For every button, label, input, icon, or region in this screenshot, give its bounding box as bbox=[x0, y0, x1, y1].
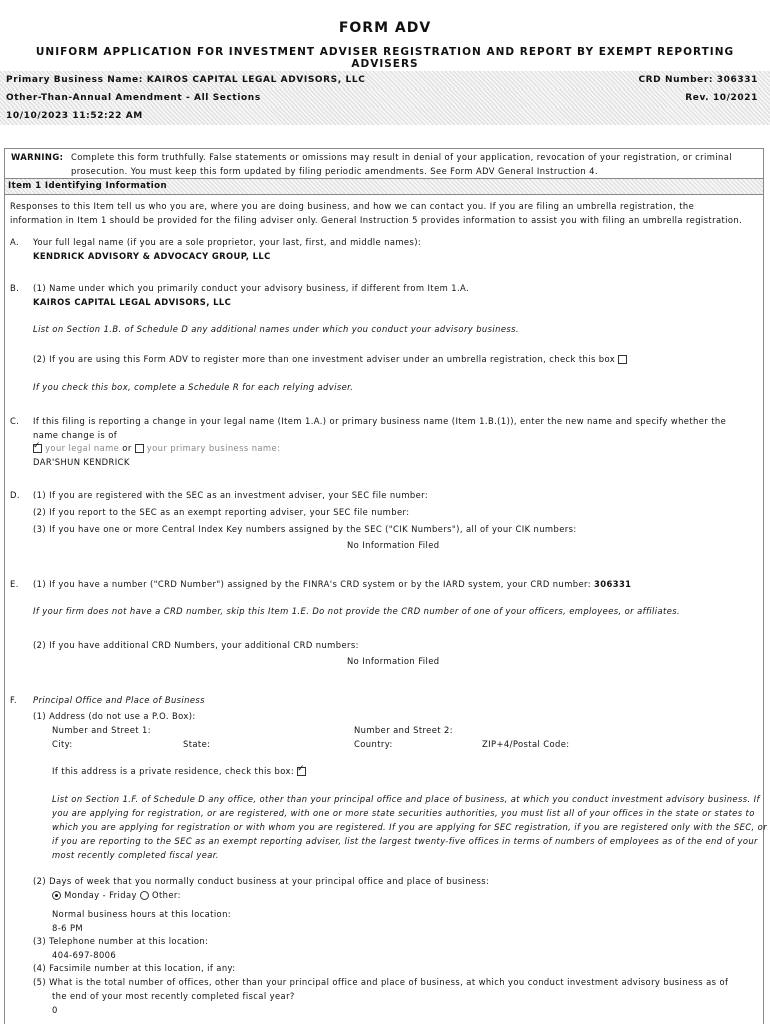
private-residence-checkbox[interactable] bbox=[297, 767, 306, 776]
street1-label: Number and Street 1: bbox=[52, 725, 151, 735]
question-b1: (1) Name under which you primarily conduct your advisory business, if different from Item 1.A. bbox=[33, 283, 470, 293]
umbrella-checkbox[interactable] bbox=[618, 355, 627, 364]
letter-d: D. bbox=[10, 490, 20, 500]
question-b2: (2) If you are using this Form ADV to register more than one investment adviser under an umbrella registration, check this box bbox=[33, 354, 627, 364]
question-c1: If this filing is reporting a change in your legal name (Item 1.A.) or primary business name (Item 1.B.(1)), enter the new name and specify whether the bbox=[33, 416, 727, 426]
phone-question: (3) Telephone number at this location: bbox=[33, 936, 209, 946]
letter-a: A. bbox=[10, 237, 20, 247]
days-question: (2) Days of week that you normally conduct business at your principal office and place of business: bbox=[33, 876, 490, 886]
offices-question-2: the end of your most recently completed fiscal year? bbox=[52, 991, 295, 1001]
hours-value: 8-6 PM bbox=[52, 923, 84, 933]
business-name-checkbox[interactable] bbox=[135, 444, 144, 453]
warning-box bbox=[4, 148, 764, 180]
header-row-timestamp bbox=[0, 107, 770, 125]
timestamp: 10/10/2023 11:52:22 AM bbox=[6, 111, 143, 121]
note-f-4: if you are reporting to the SEC as an exempt reporting adviser, list the largest twenty-five offices in terms of numbers of employees as of the end of your bbox=[52, 836, 758, 846]
days-options: Monday - Friday Other: bbox=[52, 890, 181, 900]
letter-b: B. bbox=[10, 283, 20, 293]
business-name-answer: KAIROS CAPITAL LEGAL ADVISORS, LLC bbox=[33, 297, 232, 307]
cik-none: No Information Filed bbox=[347, 540, 440, 550]
form-title: FORM ADV bbox=[338, 20, 432, 36]
header-row-amendment bbox=[0, 89, 770, 107]
question-c2: name change is of bbox=[33, 430, 118, 440]
heading-f: Principal Office and Place of Business bbox=[33, 695, 205, 705]
note-b1: List on Section 1.B. of Schedule D any additional names under which you conduct your advisory business. bbox=[33, 324, 519, 334]
legal-name-answer: KENDRICK ADVISORY & ADVOCACY GROUP, LLC bbox=[33, 251, 271, 261]
question-a: Your full legal name (if you are a sole proprietor, your last, first, and middle names): bbox=[33, 237, 422, 247]
country-label: Country: bbox=[354, 739, 393, 749]
city-label: City: bbox=[52, 739, 73, 749]
letter-e: E. bbox=[10, 579, 19, 589]
revision: Rev. 10/2021 bbox=[685, 93, 758, 103]
letter-c: C. bbox=[10, 416, 20, 426]
primary-business-name: Primary Business Name: KAIROS CAPITAL LEGAL ADVISORS, LLC bbox=[6, 75, 366, 85]
item1-intro-1: Responses to this Item tell us who you are, where you are doing business, and how we can contact you. If you are filing an umbrella registration, the bbox=[10, 201, 695, 211]
question-e2: (2) If you have additional CRD Numbers, your additional CRD numbers: bbox=[33, 640, 359, 650]
zip-label: ZIP+4/Postal Code: bbox=[482, 739, 570, 749]
warning-text-2: prosecution. You must keep this form updated by filing periodic amendments. See Form ADV General Instruction 4. bbox=[71, 166, 598, 176]
question-e1: (1) If you have a number ("CRD Number") assigned by the FINRA's CRD system or by the IARD system, your CRD number: 306331 bbox=[33, 579, 632, 589]
header-row-business bbox=[0, 71, 770, 89]
note-e: If your firm does not have a CRD number, skip this Item 1.E. Do not provide the CRD number of one of your officers, employees, or affiliates. bbox=[33, 606, 681, 616]
crd-number: CRD Number: 306331 bbox=[638, 75, 758, 85]
address-question: (1) Address (do not use a P.O. Box): bbox=[33, 711, 196, 721]
name-change-answer: DAR'SHUN KENDRICK bbox=[33, 457, 130, 467]
additional-crd-none: No Information Filed bbox=[347, 656, 440, 666]
fax-question: (4) Facsimile number at this location, if any: bbox=[33, 963, 236, 973]
item1-intro-2: information in Item 1 should be provided for the filing adviser only. General Instruction 5 provides information to assist you with filing an umbrella registration. bbox=[10, 215, 743, 225]
note-f-5: most recently completed fiscal year. bbox=[52, 850, 219, 860]
form-subtitle: UNIFORM APPLICATION FOR INVESTMENT ADVISER REGISTRATION AND REPORT BY EXEMPT REPORTING ADVISERS bbox=[35, 46, 735, 70]
amendment-type: Other-Than-Annual Amendment - All Sections bbox=[6, 93, 261, 103]
street2-label: Number and Street 2: bbox=[354, 725, 453, 735]
question-d1: (1) If you are registered with the SEC as an investment adviser, your SEC file number: bbox=[33, 490, 429, 500]
legal-name-checkbox[interactable] bbox=[33, 444, 42, 453]
note-f-1: List on Section 1.F. of Schedule D any office, other than your principal office and place of business, at which you conduct investment advisory business. If bbox=[52, 794, 760, 804]
state-label: State: bbox=[183, 739, 211, 749]
letter-f: F. bbox=[10, 695, 17, 705]
phone-value: 404-697-8006 bbox=[52, 950, 117, 960]
offices-value: 0 bbox=[52, 1005, 58, 1015]
offices-question-1: (5) What is the total number of offices, other than your principal office and place of business, at which you conduct investment advisory business as of bbox=[33, 977, 729, 987]
note-f-2: you are applying for registration, or are registered, with one or more state securities authorities, you must list all of your offices in the state or states to bbox=[52, 808, 755, 818]
monday-friday-radio[interactable] bbox=[52, 891, 61, 900]
item1-heading: Item 1 Identifying Information bbox=[4, 178, 764, 195]
question-d2: (2) If you report to the SEC as an exempt reporting adviser, your SEC file number: bbox=[33, 507, 410, 517]
other-days-radio[interactable] bbox=[140, 891, 149, 900]
warning-text-1: Complete this form truthfully. False statements or omissions may result in denial of your application, revocation of your registration, or criminal bbox=[71, 152, 732, 162]
private-residence: If this address is a private residence, check this box: ✓ bbox=[52, 766, 306, 776]
name-change-options: ✓ your legal name or your primary business name: bbox=[33, 443, 280, 453]
hours-label: Normal business hours at this location: bbox=[52, 909, 232, 919]
note-f-3: which you are applying for registration or with whom you are registered. If you are applying for SEC registration, if you are registered only with the SEC, or bbox=[52, 822, 768, 832]
note-b2: If you check this box, complete a Schedule R for each relying adviser. bbox=[33, 382, 354, 392]
crd-value: 306331 bbox=[594, 579, 632, 589]
question-d3: (3) If you have one or more Central Index Key numbers assigned by the SEC ("CIK Numbers"), all of your CIK numbers: bbox=[33, 524, 577, 534]
warning-label: WARNING: bbox=[11, 152, 64, 162]
